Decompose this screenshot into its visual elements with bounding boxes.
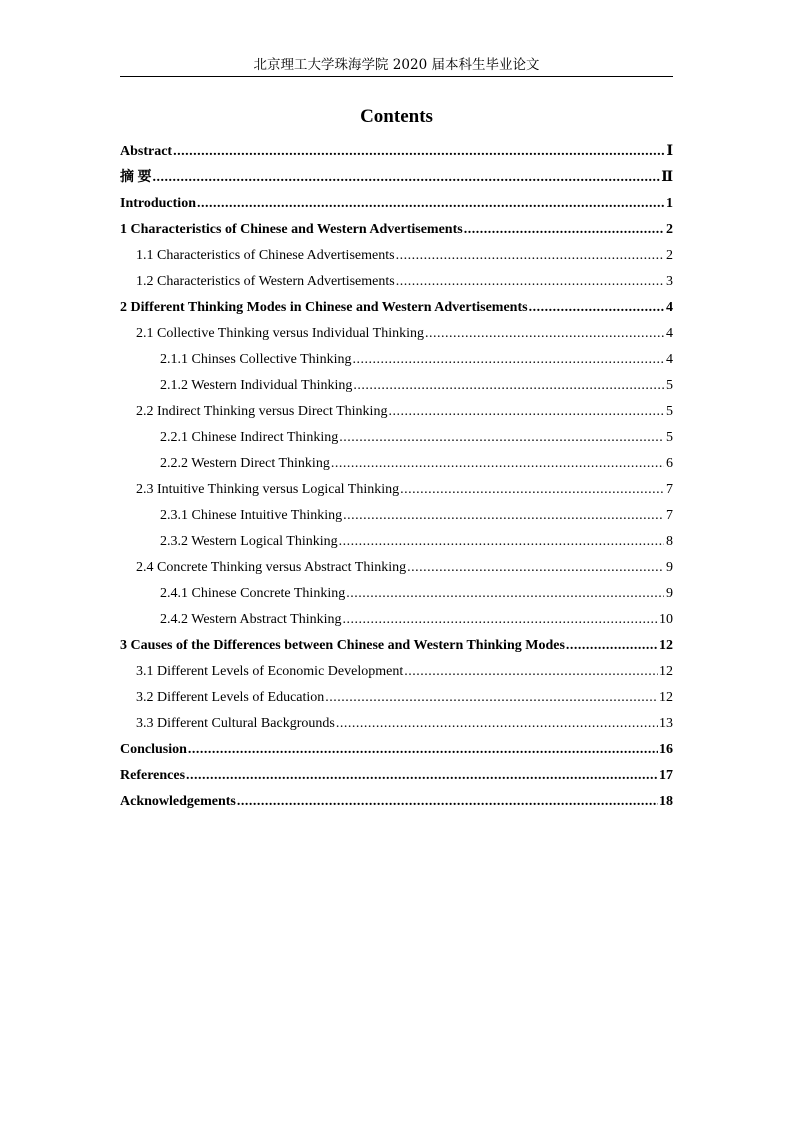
page-header: 北京理工大学珠海学院 2020 届本科生毕业论文 [253,57,540,73]
dot-leader [237,789,658,815]
dot-leader [353,373,664,399]
toc-entry[interactable] [120,347,673,373]
dot-leader [464,217,664,243]
toc-entry[interactable] [120,217,673,243]
toc-entry-title: 2.3.1 Chinese Intuitive Thinking [160,508,343,523]
toc-entry[interactable] [120,165,673,191]
dot-leader [425,321,664,347]
toc-entry-title: 2.4 Concrete Thinking versus Abstract Thinking [136,560,407,575]
toc-entry-page: 12 [659,690,673,705]
toc-entry[interactable] [120,399,673,425]
toc-entry[interactable] [120,607,673,633]
dot-leader [404,659,658,685]
dot-leader [352,347,664,373]
dot-leader [188,737,658,763]
toc-entry-page: 2 [666,248,673,263]
toc-entry-page: 4 [666,326,673,341]
dot-leader [331,451,664,477]
toc-entry-page: 1 [666,196,673,211]
toc-entry-page: 3 [666,274,673,289]
dot-leader [343,607,658,633]
toc-entry-page: 5 [666,404,673,419]
dot-leader [336,711,658,737]
toc-entry-title: Acknowledgements [120,794,236,809]
toc-entry-title: 1.1 Characteristics of Chinese Advertisements [136,248,395,263]
dot-leader [400,477,664,503]
dot-leader [529,295,664,321]
toc-entry-page: 7 [666,508,673,523]
toc-entry[interactable] [120,633,673,659]
toc-entry-title: 3.2 Different Levels of Education [136,690,325,705]
toc-entry-page: 9 [666,586,673,601]
toc-entry-title: 2.3 Intuitive Thinking versus Logical Thinking [136,482,400,497]
header-rule [120,76,673,77]
toc-entry-page: 9 [666,560,673,575]
dot-leader [396,269,664,295]
toc-entry[interactable] [120,529,673,555]
toc-entry[interactable] [120,139,673,165]
dot-leader [388,399,664,425]
toc-entry-title: Conclusion [120,742,187,757]
dot-leader [173,139,664,165]
toc-entry-title: 3.3 Different Cultural Backgrounds [136,716,335,731]
table-of-contents [120,139,673,815]
toc-entry[interactable] [120,295,673,321]
toc-entry-page: 6 [666,456,673,471]
dot-leader [339,529,664,555]
toc-entry[interactable] [120,243,673,269]
toc-entry-page: 10 [659,612,673,627]
toc-entry[interactable] [120,451,673,477]
toc-entry-title: 摘 要 [120,170,152,185]
toc-entry-title: References [120,768,186,783]
toc-entry-page: Ⅰ [666,144,673,159]
toc-entry-title: 2.1.1 Chinses Collective Thinking [160,352,352,367]
toc-entry[interactable] [120,425,673,451]
dot-leader [407,555,664,581]
toc-entry-title: 2.4.2 Western Abstract Thinking [160,612,342,627]
toc-entry-page: 12 [659,664,673,679]
toc-entry[interactable] [120,373,673,399]
dot-leader [339,425,664,451]
toc-entry-title: 2.3.2 Western Logical Thinking [160,534,338,549]
toc-entry-page: 18 [659,794,673,809]
toc-entry[interactable] [120,321,673,347]
toc-entry[interactable] [120,191,673,217]
dot-leader [396,243,664,269]
toc-entry-page: 13 [659,716,673,731]
toc-entry-title: Abstract [120,144,173,159]
toc-entry-title: 1.2 Characteristics of Western Advertisements [136,274,395,289]
dot-leader [343,503,664,529]
toc-entry-page: 12 [659,638,673,653]
toc-entry-page: 5 [666,430,673,445]
toc-entry-page: 16 [659,742,673,757]
dot-leader [346,581,664,607]
toc-entry-title: 2.2.1 Chinese Indirect Thinking [160,430,339,445]
toc-entry-title: 2.4.1 Chinese Concrete Thinking [160,586,346,601]
toc-entry[interactable] [120,711,673,737]
toc-entry-page: 4 [666,300,673,315]
toc-entry-title: 2.1 Collective Thinking versus Individual Thinking [136,326,425,341]
toc-entry[interactable] [120,503,673,529]
toc-entry-page: Ⅱ [661,170,673,185]
toc-entry-title: 2.2 Indirect Thinking versus Direct Thinking [136,404,388,419]
dot-leader [197,191,664,217]
toc-entry[interactable] [120,763,673,789]
toc-entry[interactable] [120,737,673,763]
toc-entry-title: 3.1 Different Levels of Economic Development [136,664,404,679]
toc-entry[interactable] [120,659,673,685]
toc-entry-title: 1 Characteristics of Chinese and Western Advertisements [120,222,463,237]
dot-leader [153,165,661,191]
toc-entry-title: 2 Different Thinking Modes in Chinese and Western Advertisements [120,300,528,315]
toc-entry-page: 5 [666,378,673,393]
toc-entry-page: 7 [666,482,673,497]
toc-entry[interactable] [120,477,673,503]
dot-leader [325,685,658,711]
toc-entry-page: 4 [666,352,673,367]
toc-entry[interactable] [120,789,673,815]
toc-entry[interactable] [120,269,673,295]
toc-entry-title: 2.1.2 Western Individual Thinking [160,378,353,393]
toc-entry-title: 3 Causes of the Differences between Chinese and Western Thinking Modes [120,638,565,653]
toc-entry-page: 2 [666,222,673,237]
dot-leader [186,763,658,789]
toc-entry[interactable] [120,685,673,711]
toc-entry[interactable] [120,555,673,581]
toc-entry[interactable] [120,581,673,607]
toc-entry-page: 17 [659,768,673,783]
toc-entry-page: 8 [666,534,673,549]
dot-leader [566,633,658,659]
toc-title: Contents [360,106,433,127]
toc-entry-title: 2.2.2 Western Direct Thinking [160,456,330,471]
toc-entry-title: Introduction [120,196,196,211]
